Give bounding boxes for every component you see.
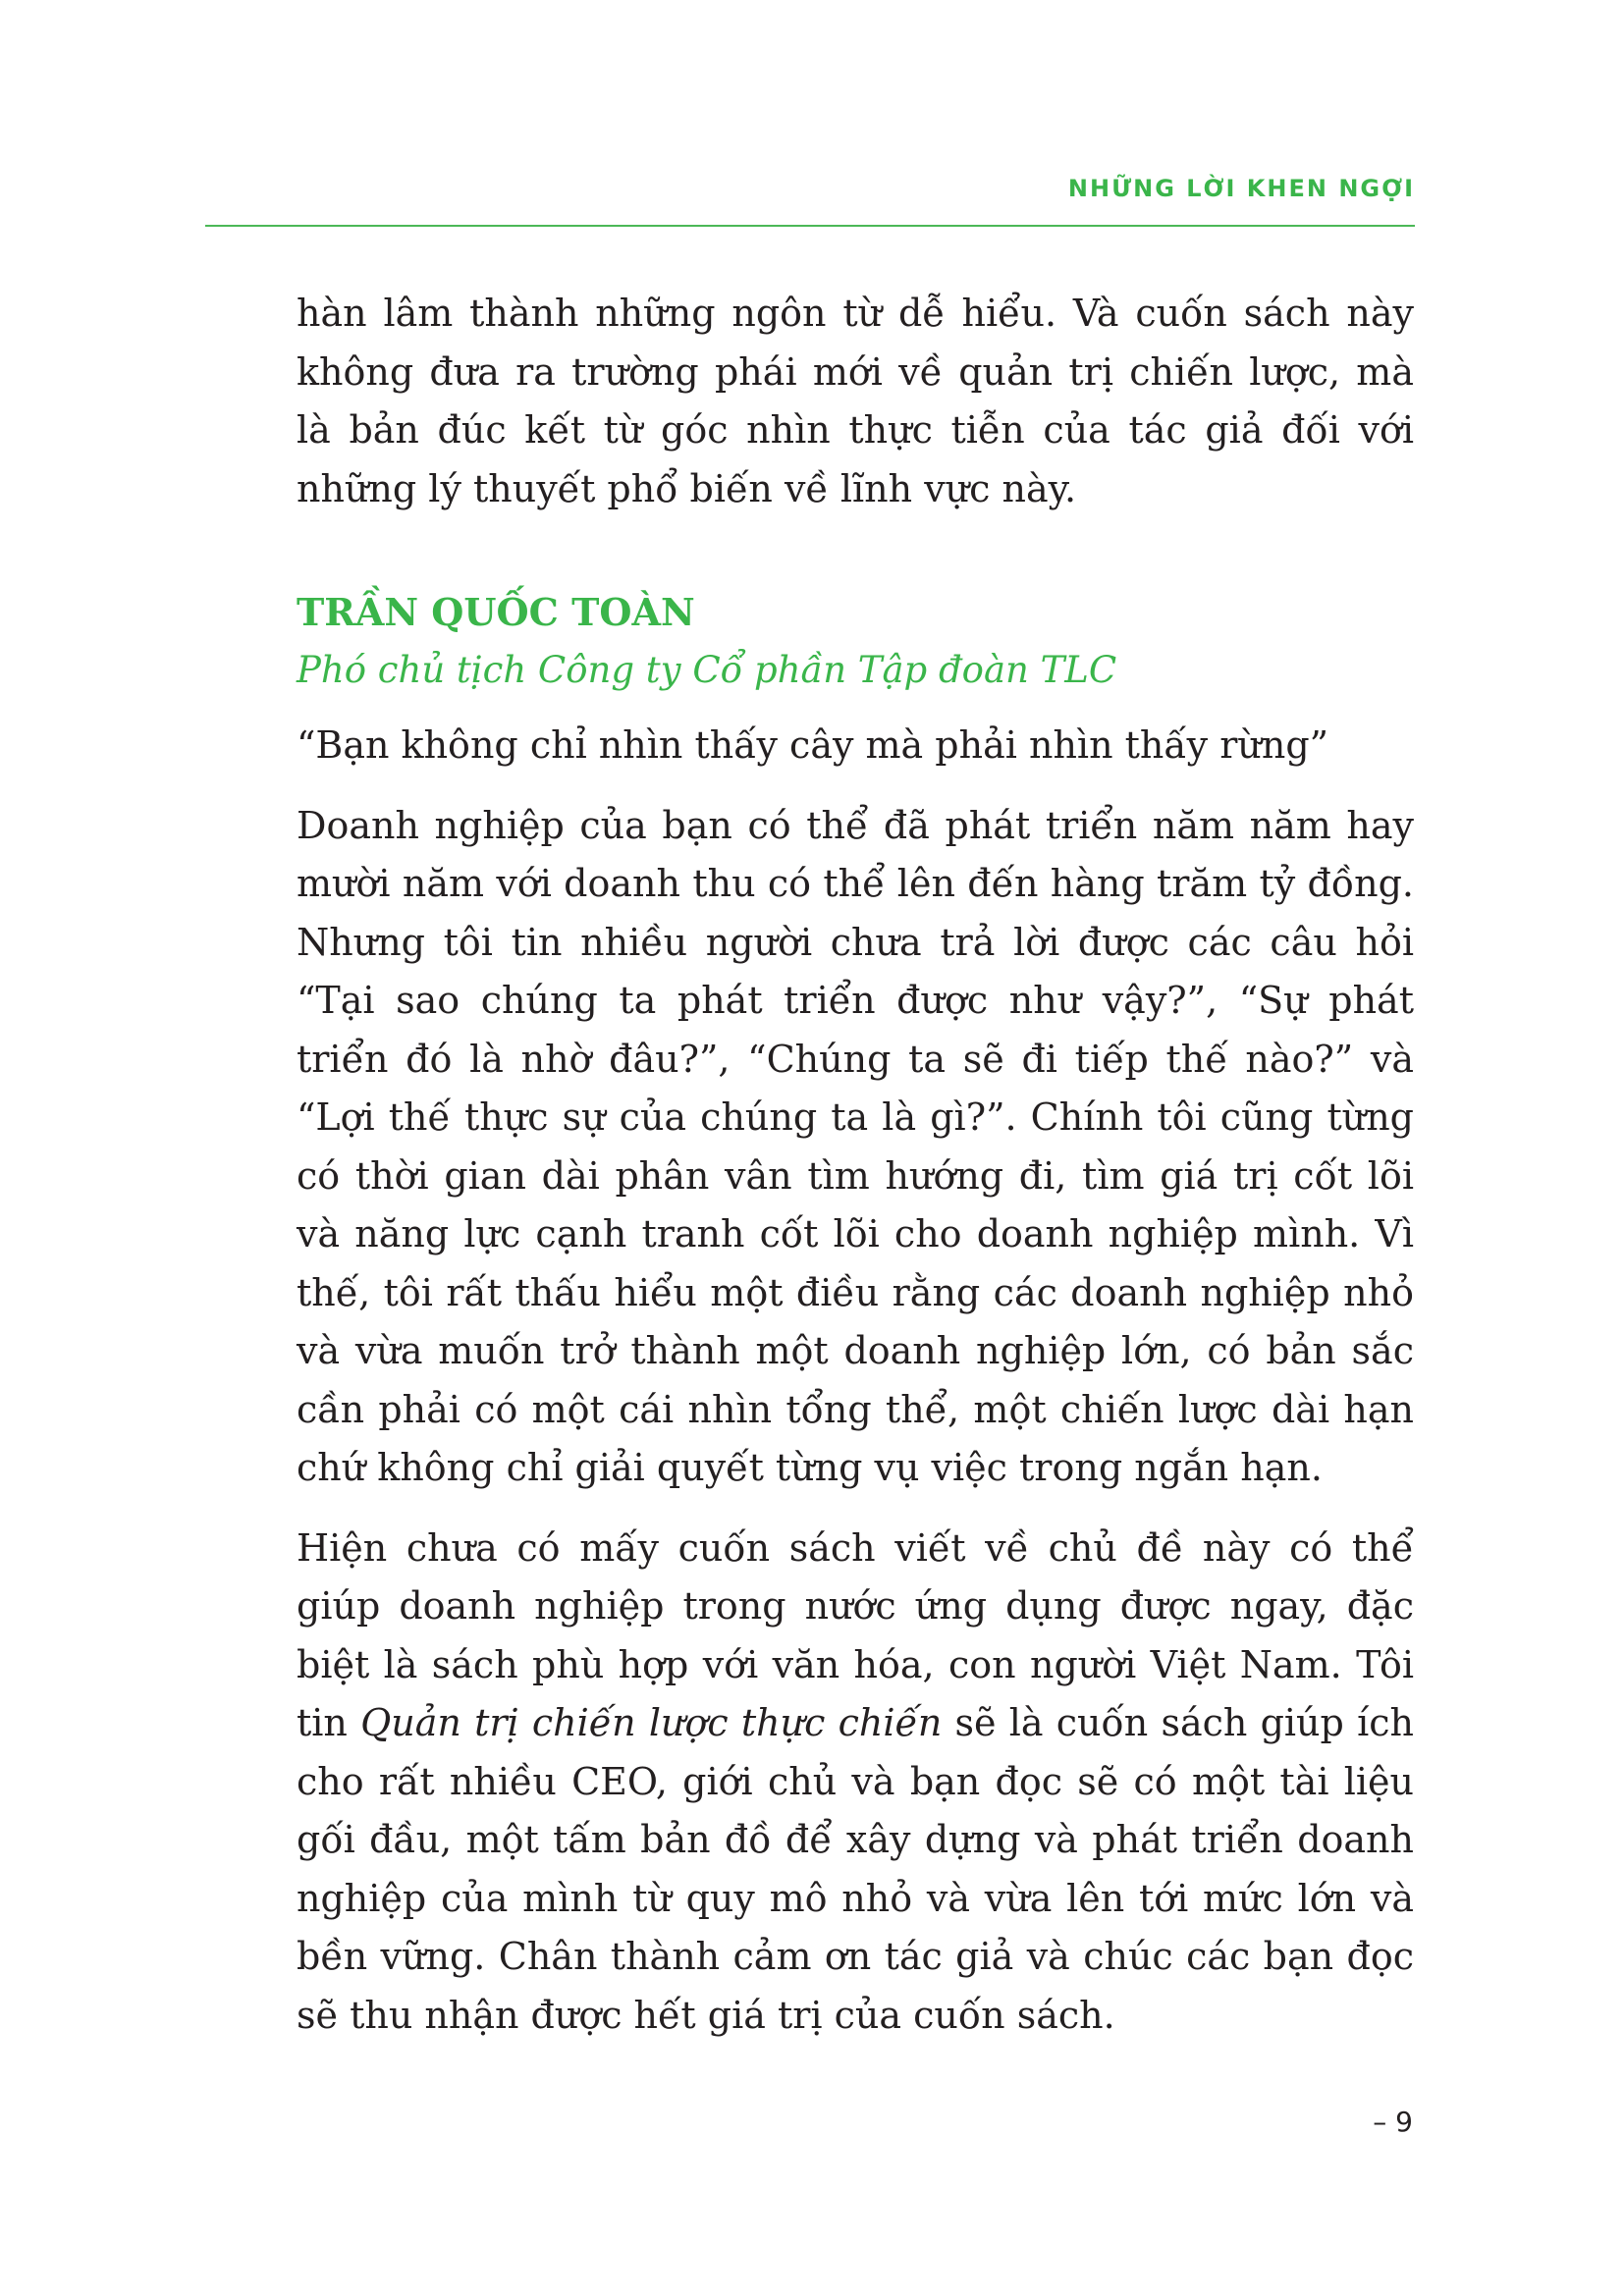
page-number: – 9 (1373, 2106, 1413, 2138)
testimonial-quote: “Bạn không chỉ nhìn thấy cây mà phải nhìn thấy rừng” (297, 723, 1329, 767)
running-header: NHỮNG LỜI KHEN NGỢI (1067, 175, 1415, 202)
paragraph-2-text-after: sẽ là cuốn sách giúp ích cho rất nhiều CEO, giới chủ và bạn đọc sẽ có một tài liệu gối đầu, một tấm bản đồ để xây dựng và phát triển doanh nghiệp của mình từ quy mô nhỏ và vừa lên tới mức lớn và bền vững. Chân thành cảm ơn tác giả và chúc các bạn đọc sẽ thu nhận được hết giá trị của cuốn sách. (297, 1701, 1414, 2037)
author-name: TRẦN QUỐC TOÀN (297, 590, 695, 634)
header-divider (205, 225, 1415, 227)
page-body (297, 285, 1414, 2045)
paragraph-2-text-before: Hiện chưa có mấy cuốn sách viết về chủ đề này có thể giúp doanh nghiệp trong nước ứng dụng được ngay, đặc biệt là sách phù hợp với văn hóa, con người Việt Nam. Tôi tin (297, 1525, 1414, 1744)
intro-paragraph: hàn lâm thành những ngôn từ dễ hiểu. Và cuốn sách này không đưa ra trường phái mới về quản trị chiến lược, mà là bản đúc kết từ góc nhìn thực tiễn của tác giả đối với những lý thuyết phổ biến về lĩnh vực này. (297, 292, 1414, 510)
author-title: Phó chủ tịch Công ty Cổ phần Tập đoàn TLC (297, 649, 1117, 691)
testimonial-paragraph-2 (297, 1520, 1414, 2046)
testimonial-paragraph-1: Doanh nghiệp của bạn có thể đã phát triển năm năm hay mười năm với doanh thu có thể lên đến hàng trăm tỷ đồng. Nhưng tôi tin nhiều người chưa trả lời được các câu hỏi “Tại sao chúng ta phát triển được như vậy?”, “Sự phát triển đó là nhờ đâu?”, “Chúng ta sẽ đi tiếp thế nào?” và “Lợi thế thực sự của chúng ta là gì?”. Chính tôi cũng từng có thời gian dài phân vân tìm hướng đi, tìm giá trị cốt lõi và năng lực cạnh tranh cốt lõi cho doanh nghiệp mình. Vì thế, tôi rất thấu hiểu một điều rằng các doanh nghiệp nhỏ và vừa muốn trở thành một doanh nghiệp lớn, có bản sắc cần phải có một cái nhìn tổng thể, một chiến lược dài hạn chứ không chỉ giải quyết từng vụ việc trong ngắn hạn. (297, 803, 1414, 1489)
book-title: Quản trị chiến lược thực chiến (360, 1701, 943, 1744)
